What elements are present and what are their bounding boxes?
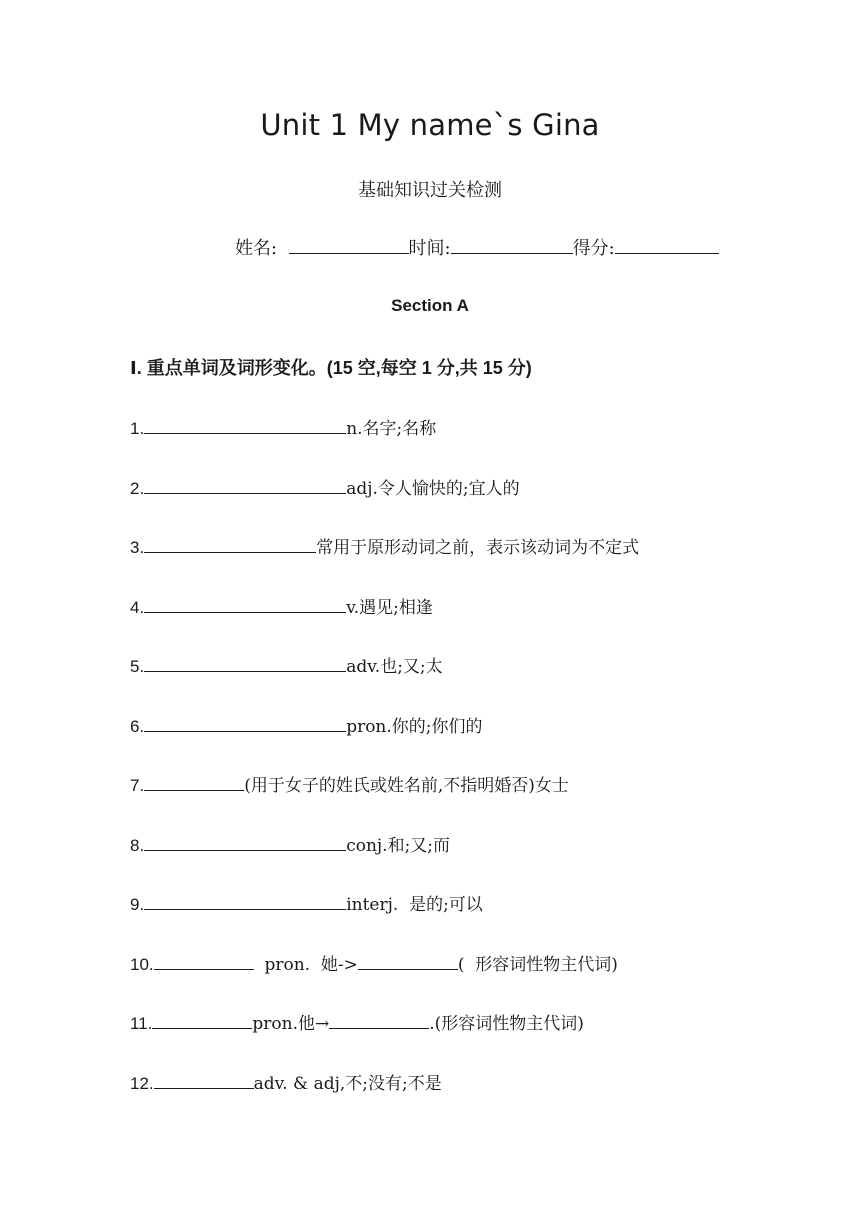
time-label: 时间: xyxy=(408,238,451,259)
item-definition: adj.令人愉快的;宜人的 xyxy=(346,479,520,499)
list-item xyxy=(130,771,569,796)
item-number: 5. xyxy=(130,657,145,676)
list-item xyxy=(130,593,433,618)
item-definition: pron. 她-> xyxy=(253,955,358,975)
name-blank[interactable] xyxy=(289,235,409,254)
score-blank[interactable] xyxy=(615,235,719,254)
item-number: 4. xyxy=(130,598,145,617)
answer-blank[interactable] xyxy=(144,833,346,851)
answer-blank[interactable] xyxy=(144,595,346,613)
answer-blank[interactable] xyxy=(144,416,346,434)
answer-blank[interactable] xyxy=(144,535,316,553)
item-number: 11. xyxy=(130,1014,153,1033)
item-definition: pron.他→ xyxy=(252,1014,330,1034)
list-item xyxy=(130,474,520,499)
answer-blank[interactable] xyxy=(144,654,346,672)
list-item xyxy=(130,414,436,439)
answer-blank[interactable] xyxy=(154,952,254,970)
list-item xyxy=(130,652,443,677)
item-definition: adv.也;又;太 xyxy=(346,657,443,677)
page-title: Unit 1 My name`s Gina xyxy=(260,108,600,142)
item-number: 12. xyxy=(130,1074,154,1093)
list-item xyxy=(130,1069,442,1094)
item-definition: (用于女子的姓氏或姓名前,不指明婚否)女士 xyxy=(244,776,569,796)
item-definition: conj.和;又;而 xyxy=(346,836,451,856)
answer-blank[interactable] xyxy=(144,476,346,494)
answer-blank[interactable] xyxy=(144,892,346,910)
answer-blank[interactable] xyxy=(144,773,244,791)
list-item xyxy=(130,1009,584,1034)
item-definition: n.名字;名称 xyxy=(346,419,437,439)
item-definition: v.遇见;相逢 xyxy=(346,598,433,618)
item-note: .(形容词性物主代词) xyxy=(429,1014,584,1034)
item-definition: adv. & adj,不;没有;不是 xyxy=(253,1074,442,1094)
part1-heading: Ⅰ. 重点单词及词形变化。(15 空,每空 1 分,共 15 分) xyxy=(130,358,532,378)
page-subtitle: 基础知识过关检测 xyxy=(358,180,502,201)
name-label: 姓名: xyxy=(235,238,278,259)
section-title: Section A xyxy=(391,296,469,315)
list-item xyxy=(130,712,483,737)
item-number: 1. xyxy=(130,419,145,438)
list-item xyxy=(130,890,483,915)
list-item xyxy=(130,831,450,856)
item-note: ( 形容词性物主代词) xyxy=(457,955,618,975)
answer-blank[interactable] xyxy=(154,1071,254,1089)
answer-blank[interactable] xyxy=(152,1011,252,1029)
item-definition: interj. 是的;可以 xyxy=(346,895,483,915)
score-label: 得分: xyxy=(572,238,615,259)
time-blank[interactable] xyxy=(451,235,573,254)
answer-blank-2[interactable] xyxy=(358,952,458,970)
answer-blank[interactable] xyxy=(144,714,346,732)
item-number: 8. xyxy=(130,836,145,855)
item-number: 6. xyxy=(130,717,145,736)
item-definition: 常用于原形动词之前，表示该动词为不定式 xyxy=(316,538,640,558)
answer-blank-2[interactable] xyxy=(329,1011,429,1029)
item-number: 10. xyxy=(130,955,154,974)
list-item xyxy=(130,533,639,558)
student-info-line xyxy=(235,234,719,260)
item-number: 9. xyxy=(130,895,145,914)
list-item xyxy=(130,950,618,975)
item-definition: pron.你的;你们的 xyxy=(346,717,483,737)
item-number: 7. xyxy=(130,776,145,795)
item-number: 2. xyxy=(130,479,145,498)
item-number: 3. xyxy=(130,538,145,557)
